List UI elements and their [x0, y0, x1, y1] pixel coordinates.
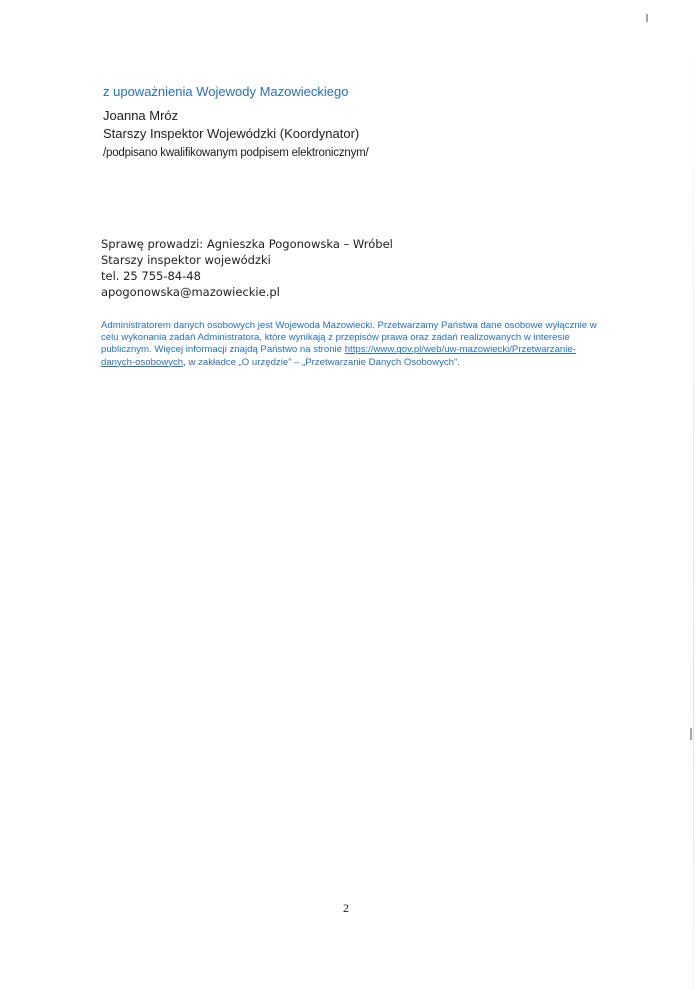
signature-block	[103, 83, 523, 161]
signer-title: Starszy Inspektor Wojewódzki (Koordynator)	[103, 126, 360, 141]
contact-position: Starszy inspektor wojewódzki	[101, 253, 271, 267]
contact-block	[101, 236, 421, 300]
gdpr-text-outro: , w zakładce „O urzędzie” – „Przetwarzanie Danych Osobowych”.	[183, 356, 460, 368]
handled-by-line: Sprawę prowadzi: Agnieszka Pogonowska – Wróbel	[101, 237, 393, 251]
scan-artifact	[690, 728, 692, 740]
page-number: 2	[343, 901, 349, 915]
gdpr-link[interactable]: https://www.gov.pl/web/uw-mazowiecki/Przetwarzanie-danych-osobowych	[101, 344, 576, 368]
electronic-signature-note: /podpisano kwalifikowanym podpisem elektronicznym/	[103, 147, 369, 159]
scan-edge-shadow	[693, 0, 694, 990]
authorization-line: z upoważnienia Wojewody Mazowieckiego	[103, 84, 349, 99]
contact-phone: tel. 25 755-84-48	[101, 269, 201, 283]
gdpr-notice	[101, 320, 601, 369]
gdpr-text-intro: Administratorem danych osobowych jest Wojewoda Mazowiecki. Przetwarzamy Państwa dane osobowe wyłącznie w celu wykonania zadań Administratora, które wynikają z przepisów prawa oraz zadań realizowanych w interesie publicznym. Więcej informacji znajdą Państwo na stronie	[101, 320, 597, 356]
contact-email: apogonowska@mazowieckie.pl	[101, 285, 280, 299]
signer-name: Joanna Mróz	[103, 108, 179, 123]
scan-artifact	[646, 14, 648, 22]
